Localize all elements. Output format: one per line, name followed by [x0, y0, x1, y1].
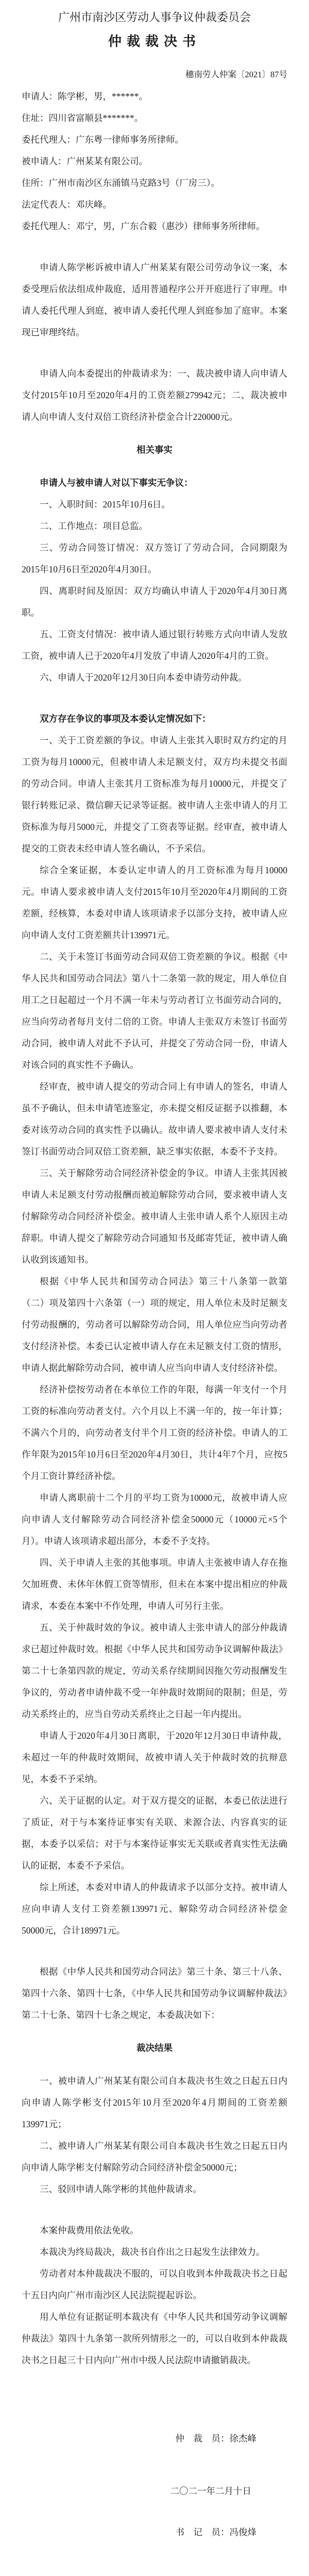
party-line: 申请人：陈学彬，男，******。 — [22, 91, 148, 101]
disputed-paragraph: 经审查，被申请人提交的劳动合同上有申请人的签名，申请人虽不予确认，但未申请笔迹鉴定，亦未提交相反证据予以推翻，本委对该劳动合同的真实性予以确认。故申请人要求被申请人支付未签订书面劳动合同双倍工资差额，缺乏事实依据，本委不予支持。 — [22, 1081, 287, 1157]
agreed-facts-heading: 申请人与被申请人对以下事实无争议： — [40, 478, 193, 488]
claims-paragraph: 申请人向本委提出的仲裁请求为：一、裁决被申请人向申请人支付2015年10月至2020年4月的工资差额279942元；二、裁决被申请人向申请人支付双倍工资经济补偿金合计220000元。 — [22, 368, 287, 422]
ruling-item: 二、被申请人广州某某有限公司自本裁决书生效之日起五日内向申请人陈学彬支付解除劳动合同经济补偿金50000元； — [22, 2141, 287, 2173]
party-line: 住址：四川省富顺县*******。 — [22, 113, 144, 123]
issue-date: 二〇二一年二月十日 — [170, 2486, 251, 2496]
agreed-fact: 五、工资支付情况：被申请人通过银行转账方式向申请人发放工资，被申请人已于2020年4月发放了申请人2020年4月的工资。 — [22, 629, 287, 661]
closing-note: 劳动者对本仲裁裁决不服的，可以自收到本仲裁裁决书之日起十五日内向广州市南沙区人民法院提起诉讼。 — [22, 2268, 287, 2300]
disputed-paragraph: 二、关于未签订书面劳动合同双倍工资差额的争议。根据《中华人民共和国劳动合同法》第八十二条第一款的规定，用人单位自用工之日起超过一个月不满一年未与劳动者订立书面劳动合同的，应当向劳动者每月支付二倍的工资。申请人主张双方未签订书面劳动合同，被申请人对此不予认可，并提交了劳动合同一份，申请人对该合同的真实性不予确认。 — [22, 952, 287, 1070]
disputed-paragraph: 申请人于2020年4月30日离职，于2020年12月30日申请仲裁，未超过一年的仲裁时效期间，故被申请人关于仲裁时效的抗辩意见，本委不予采纳。 — [22, 1731, 287, 1784]
intro-paragraph: 申请人陈学彬诉被申请人广州某某有限公司劳动争议一案，本委受理后依法组成仲裁庭，适用普通程序公开开庭进行了审理。申请人委托代理人到庭，被申请人委托代理人到庭参加了庭审。本案现已审理终结。 — [22, 262, 287, 337]
closing-note: 本裁决为终局裁决，裁决书自作出之日起发生法律效力。 — [40, 2247, 265, 2257]
agreed-fact: 二、工作地点：项目总监。 — [40, 521, 148, 531]
agreed-fact: 一、入职时间：2015年10月6日。 — [40, 499, 170, 510]
parties-block — [22, 86, 287, 237]
agreed-fact: 四、离职时间及原因：双方均确认申请人于2020年4月30日离职。 — [22, 586, 287, 618]
case-number: 穗南劳人仲案〔2021〕87号 — [185, 70, 287, 79]
party-line: 法定代表人：邓庆峰。 — [22, 199, 112, 210]
closing-note: 用人单位有证据证明本裁决有《中华人民共和国劳动争议调解仲裁法》第四十九条第一款所列情形之一的，可以自收到本仲裁裁决书之日起三十日内向广州市中级人民法院申请撤销裁决。 — [22, 2312, 287, 2365]
party-line: 住所：广州市南沙区东涌镇马克路3号（厂房三）。 — [22, 178, 220, 188]
ruling-heading: 裁决结果 — [136, 2043, 173, 2053]
disputed-paragraph: 经济补偿按劳动者在本单位工作的年限，每满一年支付一个月工资的标准向劳动者支付。六个月以上不满一年的，按一年计算；不满六个月的，向劳动者支付半个月工资的经济补偿。申请人的工作年限为2015年10月6日至2020年4月30日，共计4年7个月，应按5个月工资计算经济补偿。 — [22, 1384, 287, 1481]
disputed-paragraph: 五、关于仲裁时效的争议。被申请人主张申请人的部分仲裁请求已超过仲裁时效。根据《中华人民共和国劳动争议调解仲裁法》第二十七条第四款的规定，劳动关系存续期间因拖欠劳动报酬发生争议的，劳动者申请仲裁不受一年仲裁时效期间的限制；但是，劳动关系终止的，应当自劳动关系终止之日起一年内提出。 — [22, 1622, 287, 1719]
disputed-paragraph: 六、关于证据的认定。对于双方提交的证据，本委已依法进行了质证，对于与本案待证事实有关联、来源合法、内容真实的证据，本委予以采信；对于与本案待证事实无关联或者真实性无法确认的证据，本委不予采信。 — [22, 1795, 287, 1871]
disputed-paragraph: 三、关于解除劳动合同经济补偿金的争议。申请人主张其因被申请人未足额支付劳动报酬而被迫解除劳动合同，要求被申请人支付解除劳动合同经济补偿金。被申请人主张申请人系个人原因主动辞职。申请人提交了解除劳动合同通知书及邮寄凭证，被申请人确认收到该通知书。 — [22, 1168, 287, 1265]
party-line: 委托代理人：邓宁，男，广东合毅（惠沙）律师事务所律师。 — [22, 221, 265, 231]
disputed-paragraph: 综上所述，本委对申请人的仲裁请求予以部分支持。被申请人应向申请人支付工资差额139971元、解除劳动合同经济补偿金50000元，合计189971元。 — [22, 1882, 287, 1936]
disputed-paragraph: 四、关于申请人主张的其他事项。申请人主张被申请人存在拖欠加班费、未休年休假工资等情形，但未在本案中提出相应的仲裁请求，本委在本案中不作处理，申请人可另行主张。 — [22, 1557, 287, 1611]
disputed-paragraph: 根据《中华人民共和国劳动合同法》第三十八条第一款第（二）项及第四十六条第（一）项的规定，用人单位未及时足额支付劳动报酬的，劳动者可以解除劳动合同，用人单位应当向劳动者支付经济补偿。本委已认定被申请人存在未足额支付工资的情形，申请人据此解除劳动合同，被申请人应当向申请人支付经济补偿。 — [22, 1276, 287, 1373]
clerk-signature: 书 记 员：冯俊烽 — [175, 2527, 256, 2537]
agreed-facts-list — [22, 494, 287, 688]
agreed-fact: 六、申请人于2020年12月30日向本委申请劳动仲裁。 — [40, 672, 247, 683]
disputed-heading: 双方存在争议的事项及本委认定情况如下： — [40, 714, 211, 724]
ruling-list — [22, 2070, 287, 2200]
closing-note: 本案仲裁费用依法免收。 — [40, 2225, 139, 2235]
disputed-paragraph: 综合全案证据，本委认定申请人的月工资标准为每月10000元。申请人要求被申请人支付2015年10月至2020年4月期间的工资差额，经核算，本委对申请人该项请求予以部分支持，被申请人应向申请人支付工资差额共计139971元。 — [22, 865, 287, 940]
issuing-authority: 广州市南沙区劳动人事争议仲裁委员会 — [58, 11, 251, 24]
disputed-paragraph: 申请人离职前十二个月的平均工资为10000元，故被申请人应向申请人支付解除劳动合同经济补偿金50000元（10000元×5个月）。申请人该项请求超出部分，本委不予支持。 — [22, 1493, 287, 1546]
arbitrator-signature: 仲 裁 员：徐杰峰 — [175, 2433, 256, 2444]
disputed-paragraph: 一、关于工资差额的争议。申请人主张其入职时双方约定的月工资为每月10000元，但被申请人未足额支付，双方均未提交书面的劳动合同。申请人主张其月工资标准为每月10000元，并提交了银行转账记录、微信聊天记录等证据。被申请人主张申请人的月工资标准为每月5000元，并提交了工资表等证据。经审查，被申请人提交的工资表未经申请人签名确认，不予采信。 — [22, 735, 287, 854]
closing-notes — [22, 2219, 287, 2371]
facts-heading: 相关事实 — [136, 445, 173, 455]
ruling-item: 三、驳回申请人陈学彬的其他仲裁请求。 — [40, 2184, 202, 2194]
legal-basis: 根据《中华人民共和国劳动合同法》第三十条、第三十八条、第四十六条、第四十七条，《中华人民共和国劳动争议调解仲裁法》第二十七条、第四十七条之规定，本委裁决如下： — [22, 1967, 287, 2020]
disputed-list — [22, 730, 287, 1941]
document-title: 仲裁裁决书 — [108, 34, 201, 49]
party-line: 被申请人：广州某某有限公司。 — [22, 156, 148, 166]
party-line: 委托代理人：广东粤一律师事务所律师。 — [22, 134, 184, 145]
agreed-fact: 三、劳动合同签订情况：双方签订了劳动合同，合同期限为2015年10月6日至2020年4月30日。 — [22, 543, 287, 574]
ruling-item: 一、被申请人广州某某有限公司自本裁决书生效之日起五日内向申请人陈学彬支付2015年10月至2020年4月期间的工资差额139971元； — [22, 2076, 287, 2129]
